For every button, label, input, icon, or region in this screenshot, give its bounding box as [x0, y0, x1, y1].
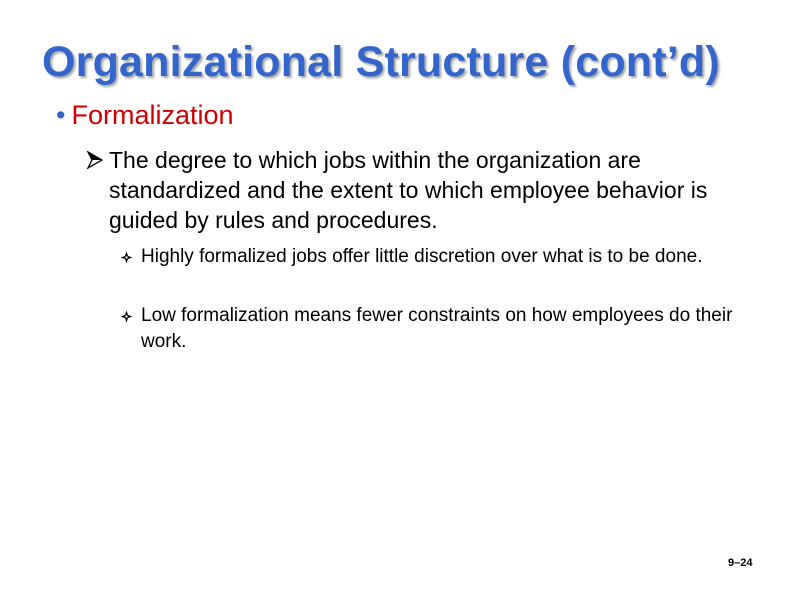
sub-bullet-text: Low formalization means fewer constraints on how employees do their work. — [141, 305, 733, 352]
page-number: 9–24 — [728, 557, 753, 569]
diamond-icon — [120, 244, 141, 270]
definition-bullet — [87, 145, 737, 235]
bullet-formalization-text: Formalization — [71, 100, 234, 130]
sub-bullet-low-formalization — [120, 303, 750, 355]
bullet-formalization — [56, 100, 234, 131]
sub-bullet-high-formalization — [120, 244, 750, 270]
slide-title: Organizational Structure (cont’d) — [42, 38, 720, 86]
arrow-right-icon — [87, 145, 109, 235]
sub-bullet-text: Highly formalized jobs offer little discretion over what is to be done. — [141, 246, 703, 267]
definition-text: The degree to which jobs within the organization are standardized and the extent to which employee behavior is guided by rules and procedures. — [109, 147, 708, 233]
bullet-dot-marker: • — [56, 100, 66, 130]
diamond-icon — [120, 303, 141, 355]
